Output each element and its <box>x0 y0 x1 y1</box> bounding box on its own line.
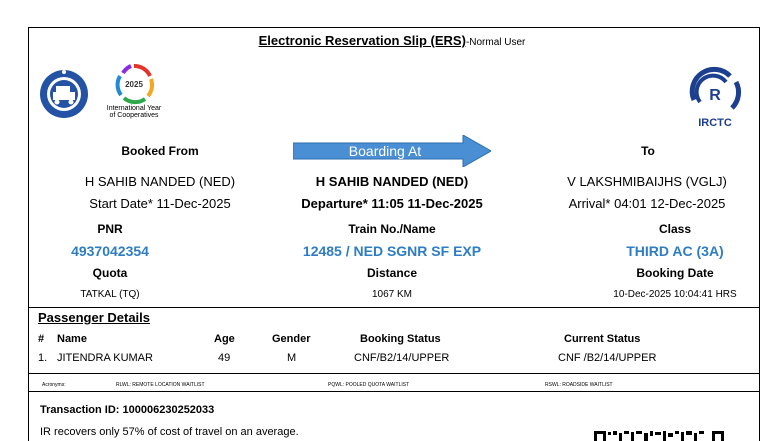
divider-middle <box>28 373 760 374</box>
booked-from-station: H SAHIB NANDED (NED) <box>84 174 236 189</box>
col-number: # <box>38 333 45 345</box>
quota-value: TATKAL (TQ) <box>80 289 140 300</box>
arrival-time: Arrival* 04:01 12-Dec-2025 <box>568 196 726 211</box>
distance-label: Distance <box>366 266 418 280</box>
coop-caption-line-1: International Year <box>106 105 162 112</box>
coop-year: 2025 <box>125 80 143 89</box>
passenger-name: JITENDRA KUMAR <box>57 352 153 364</box>
passenger-age: 49 <box>218 352 231 364</box>
acronym-rswl: RSWL: ROADSIDE WAITLIST <box>545 382 613 388</box>
quota-label: Quota <box>92 266 128 280</box>
departure-time: Departure* 11:05 11-Dec-2025 <box>301 196 483 211</box>
divider-top <box>28 307 760 308</box>
passenger-current-status: CNF /B2/14/UPPER <box>558 352 657 364</box>
col-booking-status: Booking Status <box>360 333 441 345</box>
svg-text:R: R <box>709 87 721 104</box>
irctc-wordmark: IRCTC <box>698 117 732 129</box>
ers-title: Electronic Reservation Slip (ERS) <box>258 33 466 48</box>
distance-value: 1067 KM <box>371 289 413 300</box>
cost-recovery-note: IR recovers only 57% of cost of travel on an average. <box>40 426 299 438</box>
train-name: 12485 / NED SGNR SF EXP <box>302 243 482 259</box>
boarding-arrow <box>293 135 491 167</box>
passenger-number: 1. <box>38 352 48 364</box>
pnr-label: PNR <box>97 222 123 236</box>
irctc-logo <box>680 60 750 130</box>
passenger-booking-status: CNF/B2/14/UPPER <box>354 352 450 364</box>
passenger-details-heading: Passenger Details <box>38 310 151 325</box>
boarding-station: H SAHIB NANDED (NED) <box>315 174 469 189</box>
passenger-gender: M <box>287 352 297 364</box>
boarding-at-label: Boarding At <box>348 143 422 159</box>
to-station: V LAKSHMIBAIJHS (VGLJ) <box>567 174 727 189</box>
booked-from-label: Booked From <box>121 144 199 158</box>
acronym-rlwl: RLWL: REMOTE LOCATION WAITLIST <box>116 382 205 388</box>
col-age: Age <box>214 333 235 345</box>
document-title <box>0 33 784 48</box>
train-label: Train No./Name <box>348 222 436 236</box>
to-label: To <box>641 144 655 158</box>
travel-class: THIRD AC (3A) <box>626 243 724 259</box>
booking-date-label: Booking Date <box>636 266 714 280</box>
ers-subtitle: -Normal User <box>465 37 526 48</box>
divider-bottom <box>28 391 760 392</box>
coop-caption <box>100 105 168 119</box>
col-gender: Gender <box>272 333 311 345</box>
pnr-number: 4937042354 <box>71 243 149 259</box>
start-date: Start Date* 11-Dec-2025 <box>89 196 231 211</box>
booking-date-value: 10-Dec-2025 10:04:41 HRS <box>613 289 737 300</box>
qr-code <box>594 430 724 441</box>
col-current-status: Current Status <box>564 333 641 345</box>
coop-caption-line-2: of Cooperatives <box>109 112 159 119</box>
class-label: Class <box>658 222 692 236</box>
col-name: Name <box>57 333 87 345</box>
acronym-pqwl: PQWL: POOLED QUOTA WAITLIST <box>328 382 410 388</box>
transaction-id: Transaction ID: 100006230252033 <box>40 404 215 416</box>
acronyms-label: Acronyms: <box>42 382 66 388</box>
indian-railways-logo <box>38 64 90 124</box>
